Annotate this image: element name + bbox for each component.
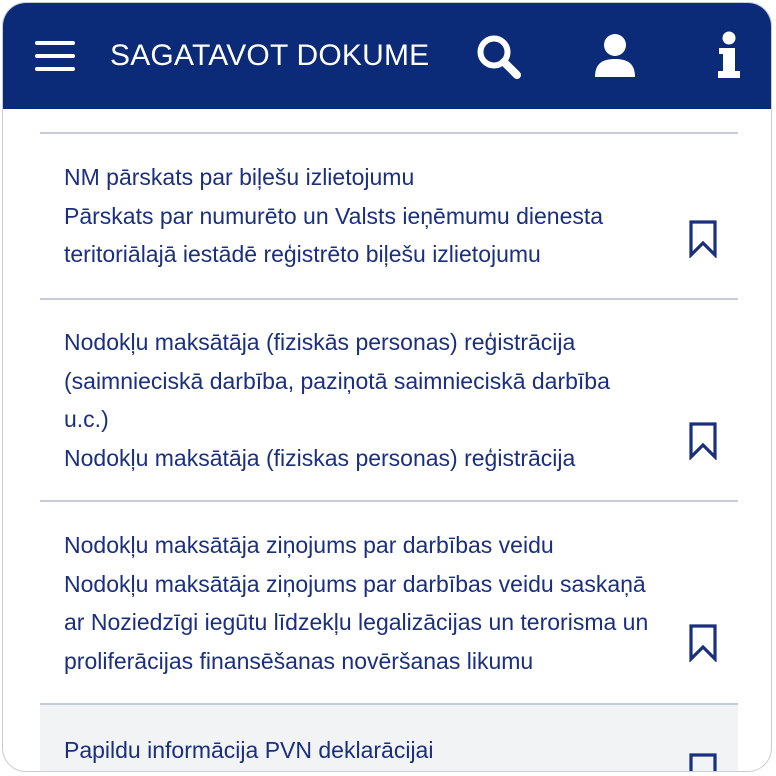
list-item[interactable] — [40, 502, 738, 703]
hamburger-menu-icon[interactable] — [33, 37, 77, 77]
item-title-line: u.c.) — [64, 406, 109, 432]
bookmark-outline-icon[interactable] — [688, 422, 718, 460]
bookmark-outline-icon[interactable] — [688, 220, 718, 258]
item-description-line: ar Noziedzīgi iegūtu līdzekļu legalizācijas un terorisma un — [64, 609, 649, 635]
list-item[interactable] — [40, 705, 738, 772]
bookmark-outline-icon[interactable] — [688, 753, 718, 772]
user-icon[interactable] — [587, 29, 643, 85]
item-description-line: Nodokļu maksātāja ziņojums par darbības veidu saskaņā — [64, 570, 646, 597]
document-list — [3, 109, 771, 772]
item-description-line: proliferācijas finansēšanas novēršanas likumu — [64, 647, 534, 674]
item-title: Nodokļu maksātāja ziņojums par darbības veidu — [64, 532, 554, 558]
app-screen — [2, 2, 772, 772]
bookmark-outline-icon[interactable] — [688, 624, 718, 662]
item-description-line: Pārskats par numurēto un Valsts ieņēmumu dienesta — [64, 202, 604, 229]
item-description-line: Nodokļu maksātāja (fiziskas personas) reģistrācija — [64, 444, 576, 471]
list-item[interactable] — [40, 134, 738, 298]
item-description-line: teritoriālajā iestādē reģistrēto biļešu izlietojumu — [64, 241, 541, 267]
search-icon[interactable] — [471, 29, 527, 85]
item-title-line: (saimnieciskā darbība, paziņotā saimnieciskā darbība — [64, 367, 610, 394]
item-title-line: Nodokļu maksātāja (fiziskās personas) reģistrācija — [64, 329, 576, 355]
app-header — [3, 3, 771, 109]
list-item[interactable] — [40, 300, 738, 500]
info-icon[interactable] — [701, 29, 757, 85]
item-title: Papildu informācija PVN deklarācijai — [64, 737, 434, 763]
page-title: SAGATAVOT DOKUME — [110, 39, 430, 72]
item-title: NM pārskats par biļešu izlietojumu — [64, 164, 415, 190]
